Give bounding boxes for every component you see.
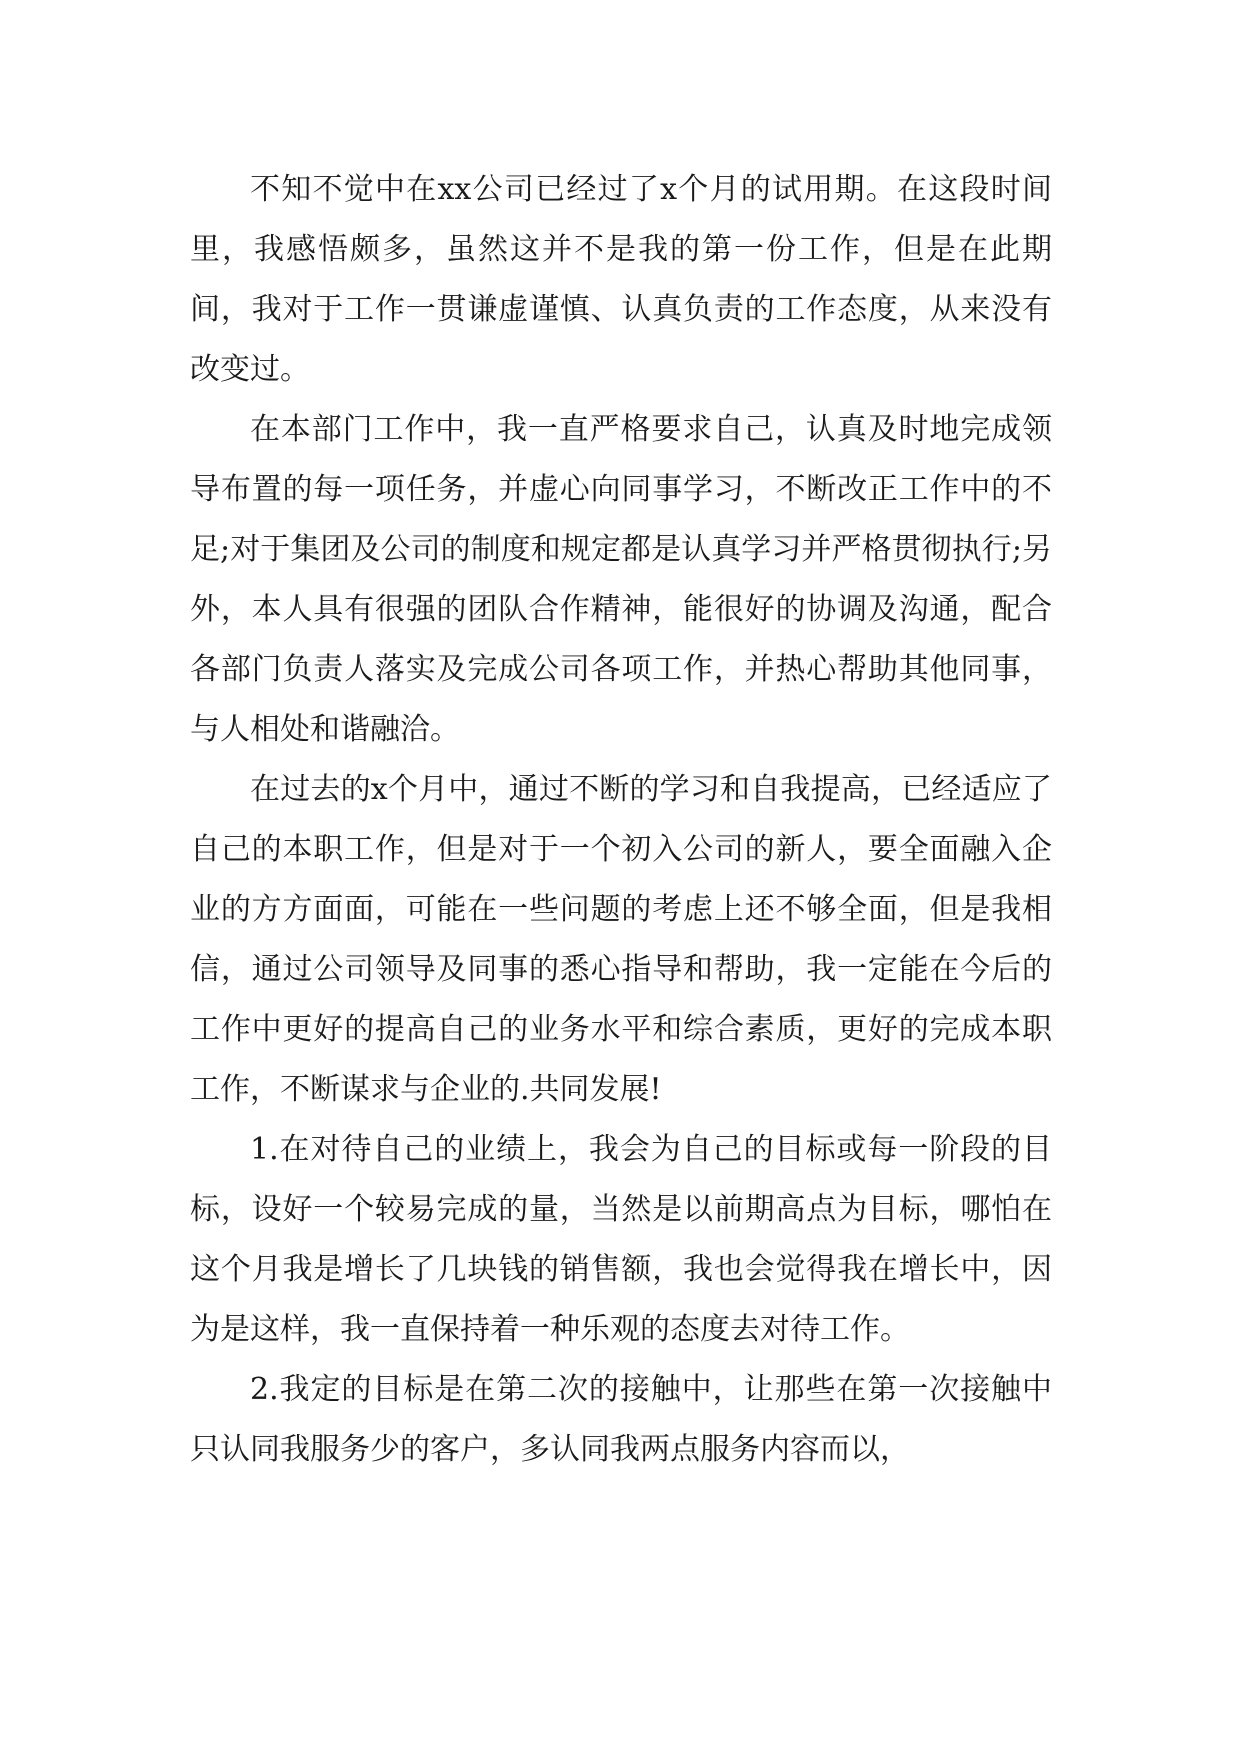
document-body [190, 160, 1052, 1480]
paragraph-past-months: 在过去的x个月中，通过不断的学习和自我提高，已经适应了自己的本职工作，但是对于一个初入公司的新人，要全面融入企业的方方面面，可能在一些问题的考虑上还不够全面，但是我相信，通过公司领导及同事的悉心指导和帮助，我一定能在今后的工作中更好的提高自己的业务水平和综合素质，更好的完成本职工作，不断谋求与企业的.共同发展! [190, 772, 1052, 1107]
paragraph-item-2: 2.我定的目标是在第二次的接触中，让那些在第一次接触中只认同我服务少的客户，多认同我两点服务内容而以， [190, 1372, 1052, 1467]
paragraph-item-1: 1.在对待自己的业绩上，我会为自己的目标或每一阶段的目标，设好一个较易完成的量，当然是以前期高点为目标，哪怕在这个月我是增长了几块钱的销售额，我也会觉得我在增长中，因为是这样，我一直保持着一种乐观的态度去对待工作。 [190, 1132, 1052, 1347]
paragraph-department-work: 在本部门工作中，我一直严格要求自己，认真及时地完成领导布置的每一项任务，并虚心向同事学习，不断改正工作中的不足;对于集团及公司的制度和规定都是认真学习并严格贯彻执行;另外，本人具有很强的团队合作精神，能很好的协调及沟通，配合各部门负责人落实及完成公司各项工作，并热心帮助其他同事，与人相处和谐融洽。 [190, 412, 1052, 747]
paragraph-probation-reflection: 不知不觉中在xx公司已经过了x个月的试用期。在这段时间里，我感悟颇多，虽然这并不是我的第一份工作，但是在此期间，我对于工作一贯谦虚谨慎、认真负责的工作态度，从来没有改变过。 [190, 172, 1052, 387]
